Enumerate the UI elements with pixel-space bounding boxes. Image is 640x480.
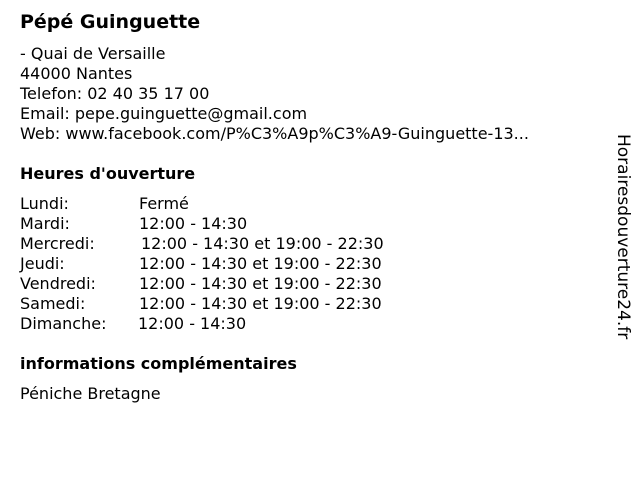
hours-day: Mardi:	[20, 214, 70, 233]
hours-time: 12:00 - 14:30 et 19:00 - 22:30	[139, 294, 382, 313]
hours-time: 12:00 - 14:30	[139, 214, 248, 233]
hours-day: Samedi:	[20, 294, 86, 313]
hours-day: Mercredi:	[20, 234, 95, 253]
email-address[interactable]: Email: pepe.guinguette@gmail.com	[20, 104, 308, 123]
address-block	[20, 44, 529, 144]
page-title: Pépé Guinguette	[20, 11, 201, 33]
hours-time: 12:00 - 14:30 et 19:00 - 22:30	[139, 254, 382, 273]
hours-time: 12:00 - 14:30 et 19:00 - 22:30	[139, 274, 382, 293]
hours-day: Jeudi:	[20, 254, 65, 273]
additional-info-text: Péniche Bretagne	[20, 384, 161, 403]
address-street: - Quai de Versaille	[20, 44, 166, 63]
site-watermark: Horairesdouverture24.fr	[613, 134, 633, 340]
opening-hours-heading: Heures d'ouverture	[20, 164, 196, 183]
address-city: 44000 Nantes	[20, 64, 133, 83]
hours-day: Vendredi:	[20, 274, 96, 293]
hours-time: 12:00 - 14:30	[138, 314, 247, 333]
hours-day: Lundi:	[20, 194, 69, 213]
hours-time: 12:00 - 14:30 et 19:00 - 22:30	[141, 234, 384, 253]
hours-day: Dimanche:	[20, 314, 107, 333]
website-link[interactable]: Web: www.facebook.com/P%C3%A9p%C3%A9-Guinguette-13...	[20, 124, 529, 143]
additional-info-heading: informations complémentaires	[20, 354, 297, 373]
phone-number[interactable]: Telefon: 02 40 35 17 00	[20, 84, 210, 103]
hours-time: Fermé	[139, 194, 189, 213]
